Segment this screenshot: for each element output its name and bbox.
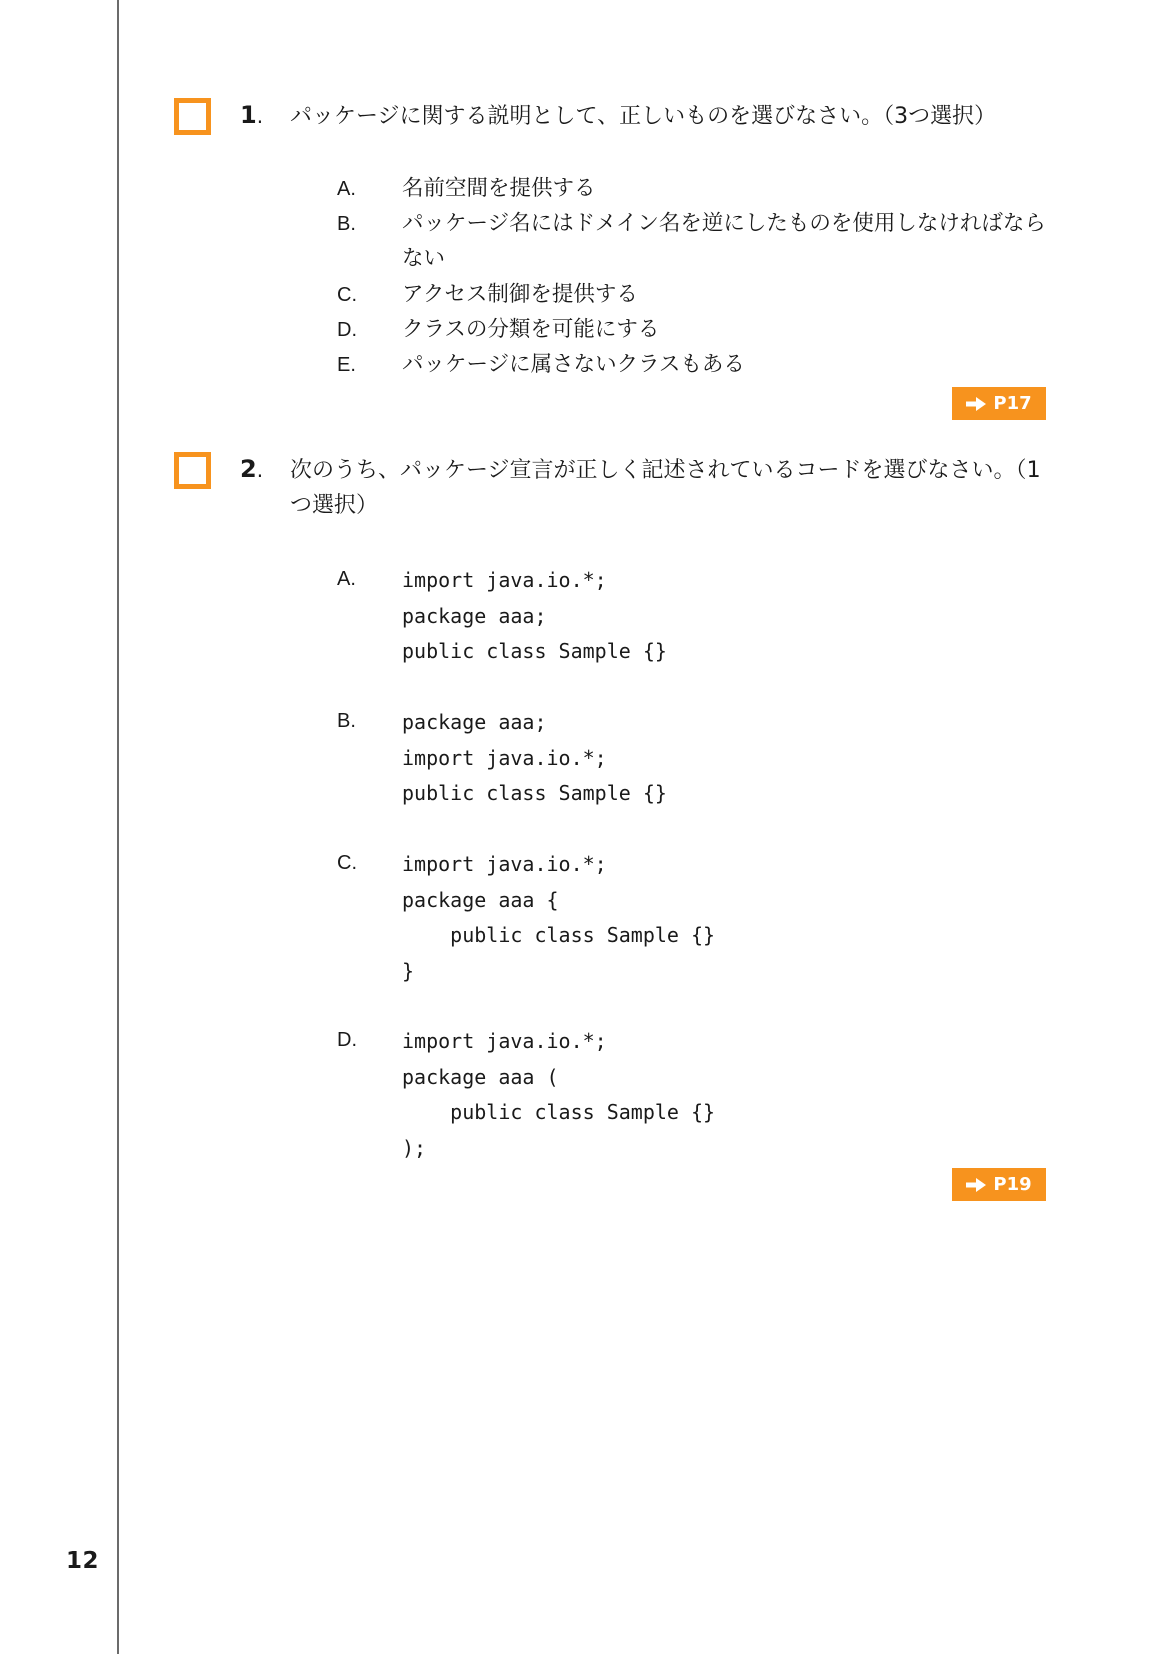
code-block: import java.io.*; package aaa ( public class Sample {} ); (402, 1029, 716, 1160)
option-text: パッケージ名にはドメイン名を逆にしたものを使用しなければならない (402, 211, 1046, 271)
option-letter: D. (337, 1029, 357, 1051)
option-letter: D. (337, 319, 357, 341)
code-block: import java.io.*; package aaa; public class Sample {} (402, 568, 667, 663)
option-letter: B. (337, 213, 356, 235)
question-number: 1. (240, 101, 264, 129)
option-text: アクセス制御を提供する (402, 282, 638, 307)
option-text: パッケージに属さないクラスもある (402, 352, 745, 377)
checkbox-icon[interactable] (174, 452, 211, 489)
page-reference-label: P19 (993, 1174, 1032, 1195)
option-text: クラスの分類を可能にする (402, 317, 660, 342)
arrow-right-icon (966, 1178, 986, 1192)
page-reference-badge[interactable] (952, 387, 1046, 420)
arrow-right-icon (966, 397, 986, 411)
question-text: パッケージに関する説明として、正しいものを選びなさい。（3つ選択） (290, 104, 997, 129)
option-letter: E. (337, 354, 356, 376)
page-reference-badge[interactable] (952, 1168, 1046, 1201)
margin-rule (117, 0, 119, 1654)
option-letter: A. (337, 178, 356, 200)
question-text: 次のうち、パッケージ宣言が正しく記述されているコードを選びなさい。（1つ選択） (290, 458, 1041, 518)
page-reference-label: P17 (993, 393, 1032, 414)
option-letter: B. (337, 710, 356, 732)
code-block: import java.io.*; package aaa { public class Sample {} } (402, 852, 716, 983)
option-text: 名前空間を提供する (402, 176, 596, 201)
checkbox-icon[interactable] (174, 98, 211, 135)
code-block: package aaa; import java.io.*; public class Sample {} (402, 710, 667, 805)
page-number: 12 (66, 1548, 100, 1574)
option-letter: C. (337, 284, 357, 306)
option-letter: A. (337, 568, 356, 590)
option-letter: C. (337, 852, 357, 874)
question-number: 2. (240, 455, 264, 483)
